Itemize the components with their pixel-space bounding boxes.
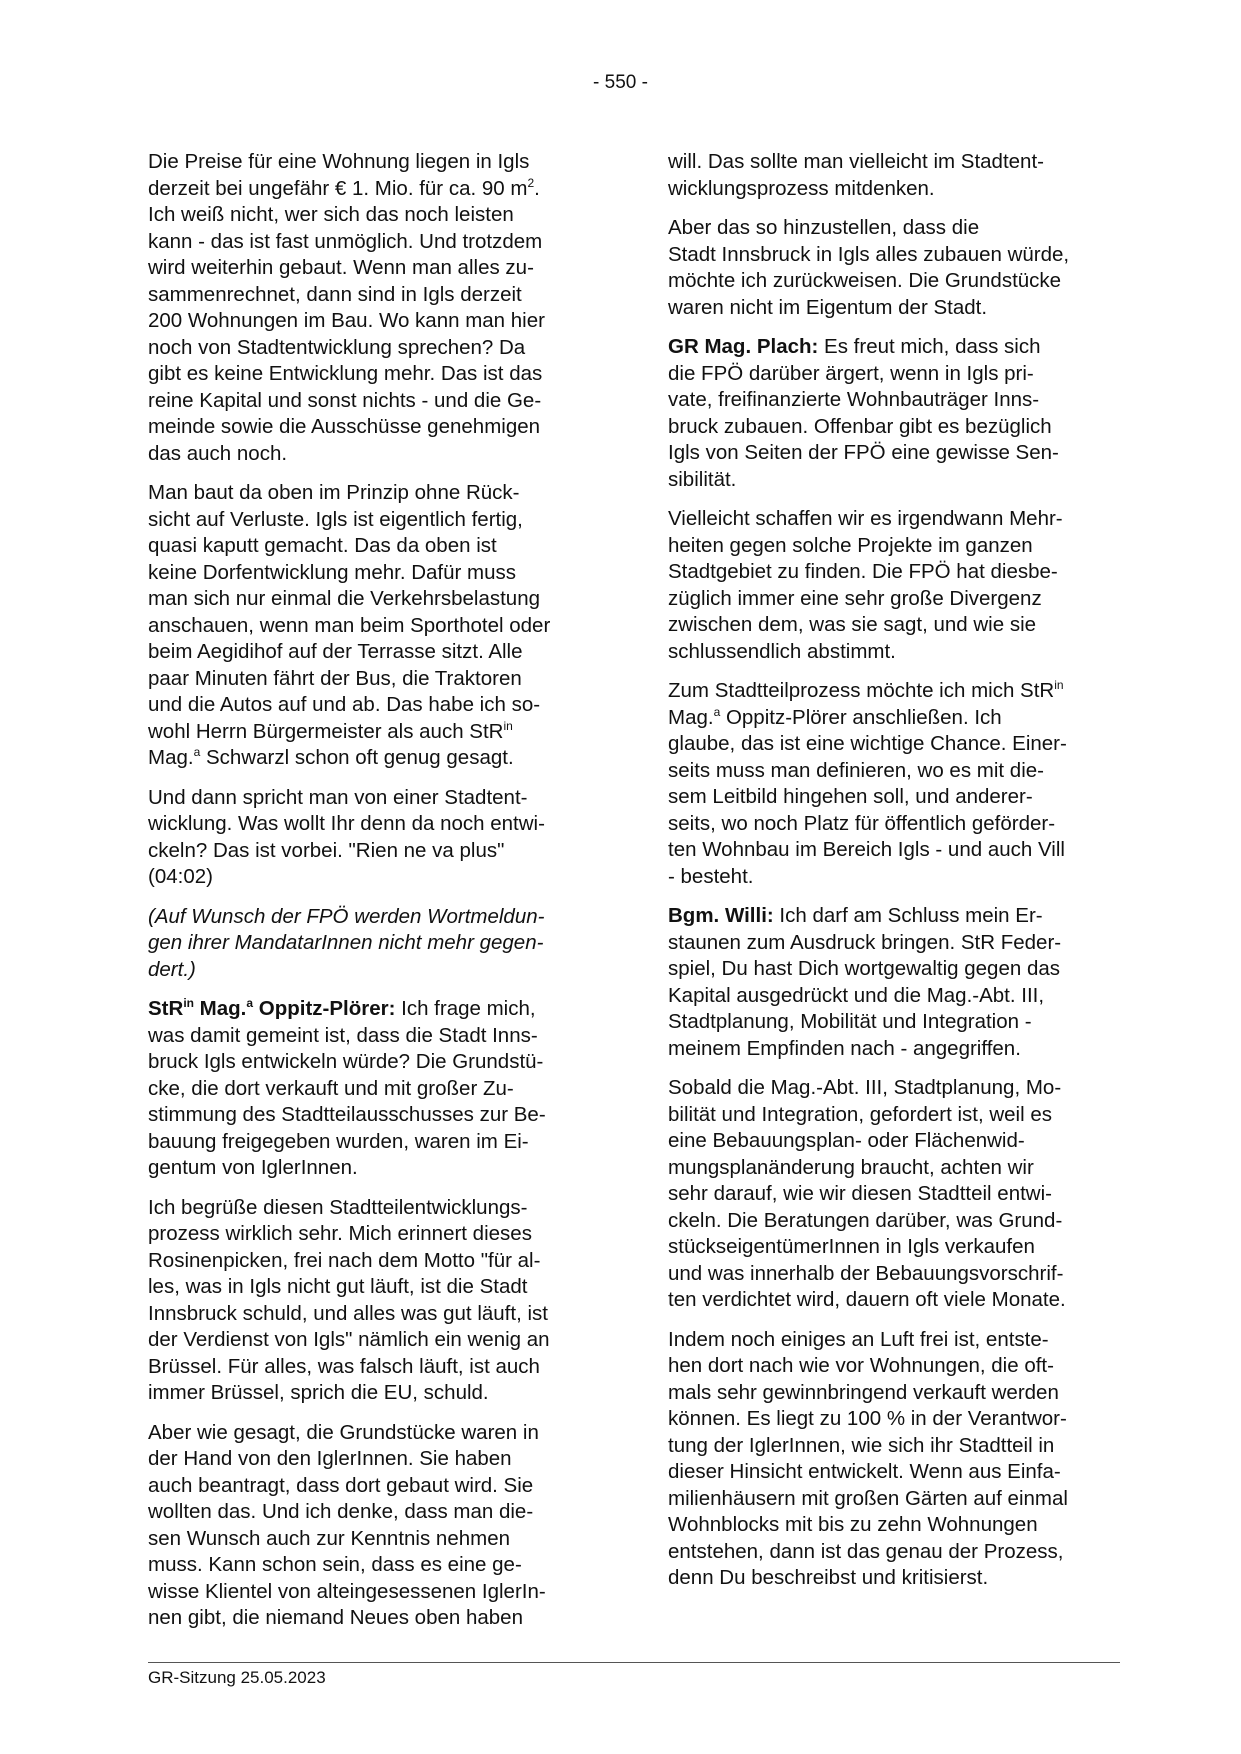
speaker-name: GR Mag. Plach:: [668, 335, 819, 358]
speech-paragraph: Bgm. Willi: Ich darf am Schluss mein Er- staunen zum Ausdruck bringen. StR Feder- spiel, Du hast Dich wortgewaltig gegen das Kapital ausgedrückt und die Mag.-Abt. III, Stadtplanung, Mobilität und Integration - meinem Empfinden nach - angegriffen.: [668, 904, 1062, 1060]
editorial-note: (Auf Wunsch der FPÖ werden Wortmeldun- gen ihrer MandatarInnen nicht mehr gegen- dert.): [148, 904, 545, 981]
paragraph: Indem noch einiges an Luft frei ist, entste- hen dort nach wie vor Wohnungen, die oft- mals sehr gewinnbringend verkauft werden können. Es liegt zu 100 % in der Verantwor- tung der IglerInnen, wie sich ihr Stadtteil in dieser Hinsicht entwickelt. Wenn aus Einfa- milienhäusern mit großen Gärten auf einmal Wohnblocks mit bis zu zehn Wohnungen entstehen, dann ist das genau der Prozess, denn Du beschreibst und kritisierst.: [668, 1327, 1068, 1589]
paragraph: Ich begrüße diesen Stadtteilentwicklungs- prozess wirklich sehr. Mich erinnert dieses Rosinenpicken, frei nach dem Motto "für al- les, was in Igls nicht gut läuft, ist die Stadt Innsbruck schuld, und alles was gut läuft, ist der Verdienst von Igls" nämlich ein wenig an Brüssel. Für alles, was falsch läuft, ist auch immer Brüssel, sprich die EU, schuld.: [148, 1195, 550, 1404]
footer-session-date: GR-Sitzung 25.05.2023: [148, 1668, 326, 1687]
paragraph: Man baut da oben im Prinzip ohne Rück- sicht auf Verluste. Igls ist eigentlich fertig, quasi kaputt gemacht. Das da oben ist keine Dorfentwicklung mehr. Dafür muss man sich nur einmal die Verkehrsbelastung anschauen, wenn man beim Sporthotel oder beim Aegidihof auf der Terrasse sitzt. Alle paar Minuten fährt der Bus, die Traktoren und die Autos auf und ab. Das habe ich so- wohl Herrn Bürgermeister als auch StR$^{in}$ Mag.$^a$ Schwarzl schon oft genug gesagt.: [148, 481, 551, 769]
left-column: [148, 149, 598, 1645]
paragraph: Und dann spricht man von einer Stadtent- wicklung. Was wollt Ihr denn da noch entwi- ckeln? Das ist vorbei. "Rien ne va plus" (04:02): [148, 785, 545, 888]
speech-paragraph: GR Mag. Plach: Es freut mich, dass sich die FPÖ darüber ärgert, wenn in Igls pri- vate, freifinanzierte Wohnbauträger Inns- bruck zubauen. Offenbar gibt es bezüglich Igls von Seiten der FPÖ eine gewisse Sen- sibilität.: [668, 335, 1059, 491]
speaker-name: StR$^{in}$ Mag.$^a$ Oppitz-Plörer:: [148, 996, 396, 1020]
paragraph: Zum Stadtteilprozess möchte ich mich StR$^{in}$ Mag.$^a$ Oppitz-Plörer anschließen. Ich glaube, das ist eine wichtige Chance. Einer- seits muss man definieren, wo es mit die- sem Leitbild hingehen soll, und anderer- seits, wo noch Platz für öffentlich geförder- ten Wohnbau im Bereich Igls - und auch Vill - besteht.: [668, 678, 1067, 888]
paragraph: Die Preise für eine Wohnung liegen in Igls derzeit bei ungefähr € 1. Mio. für ca. 90 $m^2$. Ich weiß nicht, wer sich das noch leisten kann - das ist fast unmöglich. Und trotzdem wird weiterhin gebaut. Wenn man alles zu- sammenrechnet, dann sind in Igls derzeit 200 Wohnungen im Bau. Wo kann man hier noch von Stadtentwicklung sprechen? Da gibt es keine Entwicklung mehr. Das ist das reine Kapital und sonst nichts - und die Ge- meinde sowie die Ausschüsse genehmigen das auch noch.: [148, 150, 545, 465]
page-number: - 550 -: [593, 72, 648, 93]
speech-paragraph: StR$^{in}$ Mag.$^a$ Oppitz-Plörer: Ich frage mich, was damit gemeint ist, dass die Stadt Inns- bruck Igls entwickeln würde? Die Grundstü- cke, die dort verkauft und mit großer Zu- stimmung des Stadtteilausschusses zur Be- bauung freigegeben wurden, waren im Ei- gentum von IglerInnen.: [148, 996, 546, 1179]
paragraph: Aber wie gesagt, die Grundstücke waren in der Hand von den IglerInnen. Sie haben auch beantragt, dass dort gebaut wird. Sie wollten das. Und ich denke, dass man die- sen Wunsch auch zur Kenntnis nehmen muss. Kann schon sein, dass es eine ge- wisse Klientel von alteingesessenen IglerIn- nen gibt, die niemand Neues oben haben: [148, 1420, 546, 1629]
paragraph: Sobald die Mag.-Abt. III, Stadtplanung, Mo- bilität und Integration, gefordert ist, weil es eine Bebauungsplan- oder Flächenwid- mungsplanänderung braucht, achten wir sehr darauf, wie wir diesen Stadtteil entwi- ckeln. Die Beratungen darüber, was Grund- stückseigentümerInnen in Igls verkaufen und was innerhalb der Bebauungsvorschrif- ten verdichtet wird, dauern oft viele Monate.: [668, 1076, 1066, 1311]
paragraph: will. Das sollte man vielleicht im Stadtent- wicklungsprozess mitdenken.: [668, 150, 1044, 200]
paragraph: Vielleicht schaffen wir es irgendwann Mehr- heiten gegen solche Projekte im ganzen Stadtgebiet zu finden. Die FPÖ hat diesbe- züglich immer eine sehr große Divergenz zwischen dem, was sie sagt, und wie sie schlussendlich abstimmt.: [668, 507, 1063, 663]
footer-divider: [148, 1662, 1120, 1663]
paragraph: Aber das so hinzustellen, dass die Stadt Innsbruck in Igls alles zubauen würde, möchte ich zurückweisen. Die Grundstücke waren nicht im Eigentum der Stadt.: [668, 216, 1070, 319]
right-column: [668, 149, 1118, 1605]
speaker-name: Bgm. Willi:: [668, 904, 774, 927]
